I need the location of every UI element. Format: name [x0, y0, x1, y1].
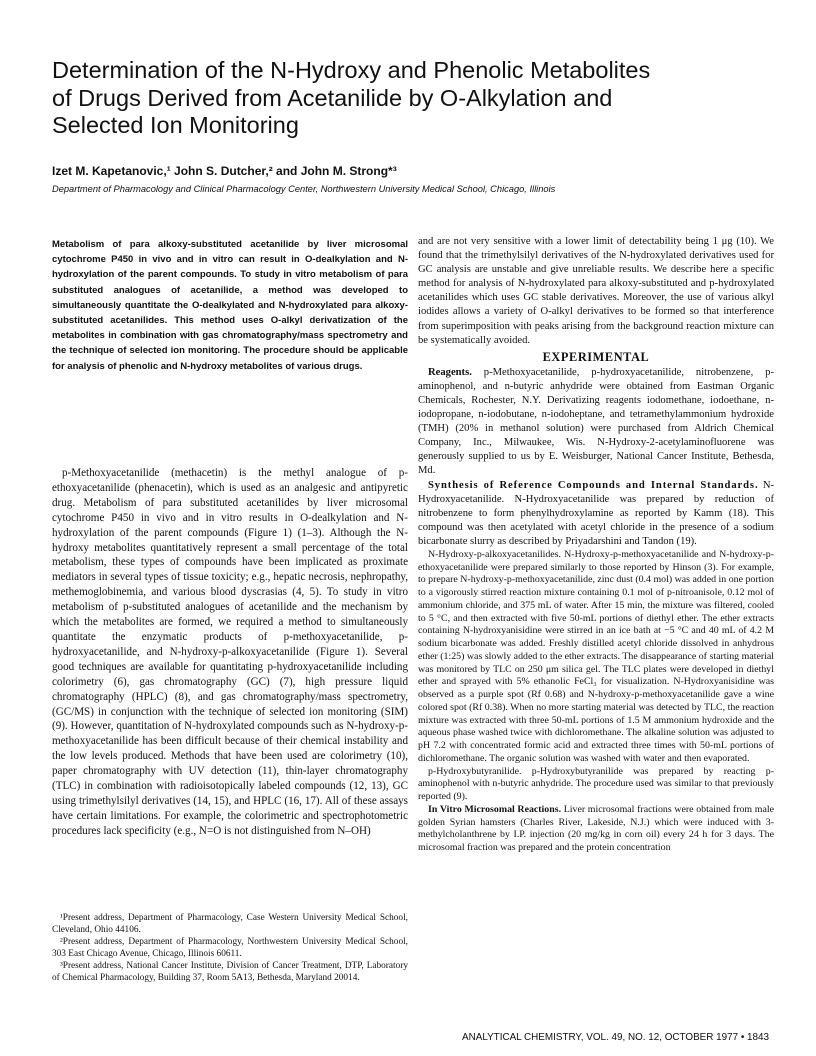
reagents-heading: Reagents.: [428, 366, 472, 378]
right-intro-text: and are not very sensitive with a lower limit of detectability being 1 μg (10). We found that the trimethylsilyl derivatives of the N-hydroxylated derivatives used for GC analysis are unstable and give unreliable results. We describe here a specific method for analysis of N-hydroxylated para alkoxy-substituted and p-hydroxylated acetanilides which uses GC stable derivatives. Moreover, the use of various alkyl iodides allows a variety of O-alkyl derivatives to be formed so that interference from superimposition with peaks arising from the background reaction mixture can be systematically avoided.: [418, 236, 774, 346]
experimental-heading: EXPERIMENTAL: [542, 349, 650, 364]
synthesis-heading: Synthesis of Reference Compounds and Internal Standards.: [428, 479, 759, 491]
reagents-paragraph: [418, 366, 774, 479]
introduction-text: p-Methoxyacetanilide (methacetin) is the methyl analogue of p-ethoxyacetanilide (phenacetin), which is used as an analgesic and antipyretic drug. Metabolism of para substituted acetanilides by liver microsomal cytochrome P450 in vivo and in vitro results in O-dealkylation and N-hydroxylation of the parent compounds (Figure 1) (1–3). Although the N-hydroxy metabolites quantitatively represent a small percentage of the total metabolism, these types of compounds have been implicated as proximate mediators in several types of tissue toxicity; e.g., hepatic necrosis, nephropathy, methemoglobinemia, and various blood dyscrasias (4, 5). To study in vitro metabolism of p-substituted analogues of acetanilide and the mechanism by which the metabolites are formed, we required a method to simultaneously quantitate the enzymatic products of p-methoxyacetanilide, p-hydroxyacetanilide, and N-hydroxy-p-alkoxyacetanilide (Figure 1). Several good techniques are available for quantitating p-hydroxyacetanilide including colorimetry (6), gas chromatography (GC) (7), high pressure liquid chromatography (HPLC) (8), and gas chromatography/mass spectrometry, (GC/MS) in conjunction with the technique of selected ion monitoring (SIM) (9). However, quantitation of N-hydroxylated compounds such as N-hydroxy-p-methoxyacetanilide has been difficult because of their chemical instability and the low levels produced. Methods that have been used are colorimetry (10), paper chromatography with UV detection (11), thin-layer chromatography (TLC) in combination with radioisotopically labeled compounds (12, 13), GC using trimethylsilyl derivatives (14, 15), and HPLC (16, 17). All of these assays have certain limitations. For example, the colorimetric and spectrophotometric procedures lack specificity (e.g., N=O is not distinguished from N–OH): [52, 467, 408, 837]
introduction-block: [52, 466, 408, 839]
title-line-2: of Drugs Derived from Acetanilide by O-Alkylation and: [52, 84, 613, 111]
footnotes: [52, 912, 408, 985]
title-line-3: Selected Ion Monitoring: [52, 112, 299, 138]
journal-footer: ANALYTICAL CHEMISTRY, VOL. 49, NO. 12, OCTOBER 1977 • 1843: [462, 1032, 769, 1043]
right-column: [418, 235, 774, 855]
microsomal-paragraph: [418, 804, 774, 855]
title-line-1: Determination of the N-Hydroxy and Phenolic Metabolites: [52, 57, 651, 83]
synthesis-text: N-Hydroxyacetanilide. N-Hydroxyacetanilide was prepared by reduction of nitrobenzene to form phenylhydroxylamine as reported by Kamm (18). This compound was then acetylated with acetyl chloride in the presence of a sodium bicarbonate slurry as described by Priyadarshini and Tandon (19).: [418, 479, 774, 547]
footnote-2: ²Present address, Department of Pharmacology, Northwestern University Medical School, 303 East Chicago Avenue, Chicago, Illinois 60611.: [52, 937, 408, 960]
abstract-block: [52, 237, 408, 374]
synthesis-paragraph: [418, 479, 774, 549]
alkoxy-paragraph: N-Hydroxy-p-alkoxyacetanilides. N-Hydroxy-p-methoxyacetanilide and N-hydroxy-p-ethoxyacetanilide were prepared similarly to those reported by Hinson (3). For example, to prepare N-hydroxy-p-methoxyacetanilide, zinc dust (0.4 mol) was added in one portion to a vigorously stirred reaction mixture containing 0.1 mol of p-nitroanisole, 0.12 mol of ammonium chloride, and 375 mL of water. After 15 min, the mixture was filtered, cooled to 5 °C, and then extracted with five 50-mL portions of diethyl ether. The ether extracts containing N-hydroxyanisidine were stirred in an ice bath at −5 °C and 40 mL of 4.2 M sodium bicarbonate was added. Freshly distilled acetyl chloride dissolved in anhydrous ether (1:25) was slowly added to the ether extracts. The disappearance of starting material was monitored by TLC on 250 μm silica gel. The TLC plates were developed in diethyl ether and sprayed with 5% ethanolic FeCl₃ for visualization. N-Hydroxyanisidine was observed as a purple spot (Rf 0.68) and N-hydroxy-p-methoxyacetanilide gave a wine colored spot (Rf 0.38). When no more starting material was detected by TLC, the reaction mixture was extracted with three 50-mL portions of 1.5 M ammonium hydroxide and the aqueous phase washed twice with dichloromethane. The alkaline solution was adjusted to pH 7.2 with concentrated formic acid and extracted three times with 50-mL portions of dichloromethane. The organic solution was washed with water and then evaporated.: [418, 548, 774, 764]
author-list: Izet M. Kapetanovic,¹ John S. Dutcher,² and John M. Strong*³: [52, 164, 397, 178]
butyranilide-paragraph: p-Hydroxybutyranilide. p-Hydroxybutyranilide was prepared by reacting p-aminophenol with n-butyric anhydride. The procedure used was similar to that previously reported (9).: [418, 765, 774, 803]
affiliation: Department of Pharmacology and Clinical Pharmacology Center, Northwestern University Medical School, Chicago, Illinois: [52, 184, 556, 194]
footnote-1: ¹Present address, Department of Pharmacology, Case Western University Medical School, Cleveland, Ohio 44106.: [52, 913, 408, 936]
footnote-3: ³Present address, National Cancer Institute, Division of Cancer Treatment, DTP, Laboratory of Chemical Pharmacology, Building 37, Room 5A13, Bethesda, Maryland 20014.: [52, 961, 408, 984]
microsomal-heading: In Vitro Microsomal Reactions.: [428, 803, 562, 815]
abstract-text: Metabolism of para alkoxy-substituted acetanilide by liver microsomal cytochrome P450 in vivo and in vitro can result in O-dealkylation and N-hydroxylation of the parent compounds. To study in vitro metabolism of para substituted analogues of acetanilide, a method was developed to simultaneously quantitate the O-dealkylated and N-hydroxylated para alkoxy-substituted acetanilides. This method uses O-alkyl derivatization of the metabolites in combination with gas chromatography/mass spectrometry and the technique of selected ion monitoring. The procedure should be applicable for analysis of phenolic and N-hydroxy metabolites of various drugs.: [52, 239, 408, 372]
reagents-text: p-Methoxyacetanilide, p-hydroxyacetanilide, nitrobenzene, p-aminophenol, and n-butyric anhydride were obtained from Eastman Organic Chemicals, Rochester, N.Y. Derivatizing reagents iodomethane, iodoethane, n-iodopropane, n-iodobutane, n-iodoheptane, and tetramethylammonium hydroxide (TMH) (20% in methanol solution) were purchased from Aldrich Chemical Company, Inc., Milwaukee, Wis. N-Hydroxy-2-acetylaminofluorene was generously supplied to us by E. Weisburger, National Cancer Institute, Bethesda, Md.: [418, 366, 774, 477]
microsomal-text: Liver microsomal fractions were obtained from male golden Syrian hamsters (Charles River, Lakeside, N.J.) which were induced with 3-methylcholanthrene by I.P. injection (20 mg/kg in corn oil) every 24 h for 3 days. The microsomal fraction was prepared and the protein concentration: [418, 803, 774, 854]
article-title: [52, 57, 772, 140]
